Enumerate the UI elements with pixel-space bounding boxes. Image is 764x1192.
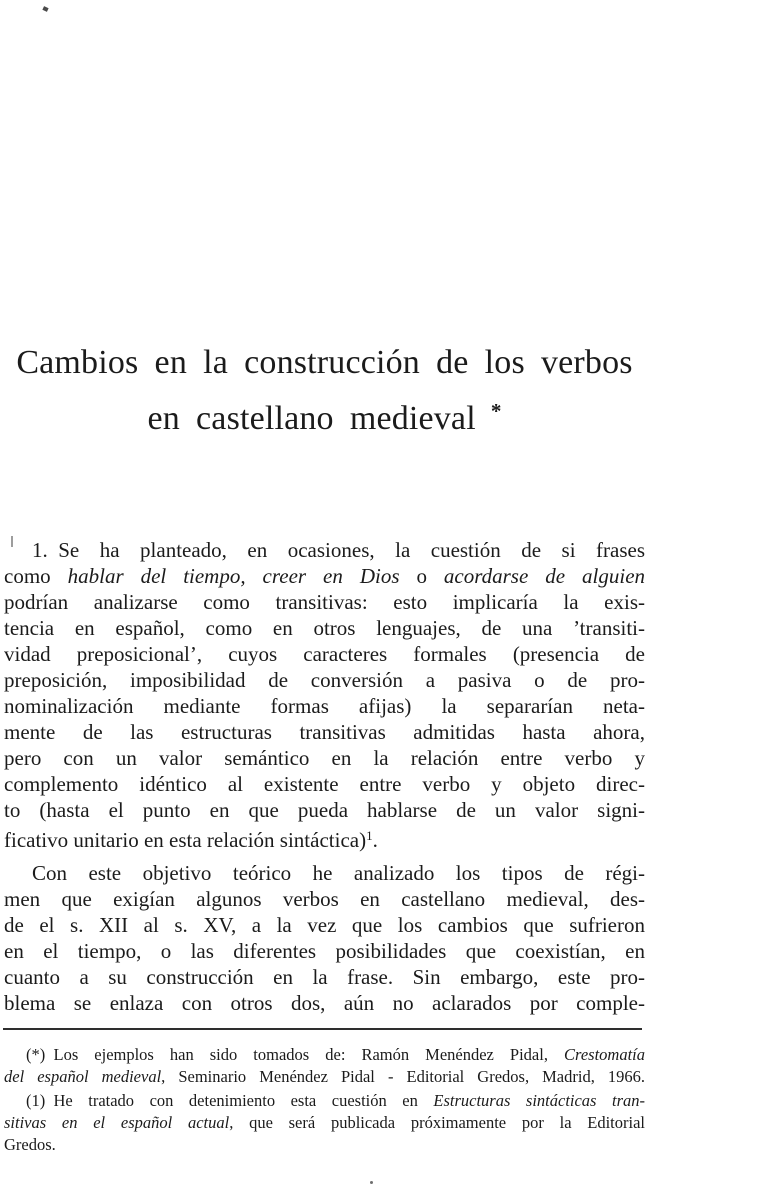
text-segment: blema se enlaza con otros dos, aún no aclarados por comple-: [4, 991, 645, 1015]
text-segment: Gredos.: [4, 1135, 56, 1154]
article-title-line-2-text: en castellano medieval: [147, 400, 476, 437]
text-segment: podrían analizarse como transitivas: esto implicaría la exis-: [4, 590, 645, 614]
text-segment: , que será publicada próximamente por la Editorial: [229, 1113, 645, 1132]
text-line: [4, 641, 645, 667]
article-title-line-2: [4, 387, 645, 443]
text-line: [4, 1134, 645, 1156]
text-line: [4, 745, 645, 771]
body-paragraph-1: [4, 537, 646, 852]
text-segment: Con este objetivo teórico he analizado los tipos de régi-: [32, 861, 645, 885]
text-line: [4, 964, 645, 990]
footnote-asterisk: [4, 1044, 645, 1088]
text-segment: .: [372, 828, 378, 852]
text-segment: cuanto a su construcción en la frase. Sin embargo, este pro-: [4, 965, 645, 989]
text-line: [4, 771, 645, 797]
text-segment: men que exigían algunos verbos en castellano medieval, des-: [4, 887, 645, 911]
text-line: [4, 719, 645, 745]
text-segment: tencia en español, como en otros lenguajes, de una ’transiti-: [4, 616, 645, 640]
text-line: [4, 1090, 645, 1112]
footnote-1: [4, 1090, 645, 1156]
italic-text-segment: Estructuras sintácticas tran-: [433, 1091, 645, 1110]
italic-text-segment: sitivas en el español actual: [4, 1113, 230, 1132]
text-segment: o: [399, 564, 444, 588]
italic-text-segment: Crestomatía: [564, 1045, 645, 1064]
text-segment: (*) Los ejemplos han sido tomados de: Ramón Menéndez Pidal,: [26, 1045, 565, 1064]
text-line: [4, 1112, 645, 1134]
text-segment: como: [4, 564, 68, 588]
text-line: [4, 912, 645, 938]
italic-text-segment: del español medieval: [4, 1067, 162, 1086]
text-segment: ficativo unitario en esta relación sintáctica): [4, 828, 367, 852]
article-title: [4, 338, 645, 443]
text-line: [4, 1044, 645, 1066]
body-paragraph-2: [4, 860, 645, 1016]
scan-speck: [370, 1181, 373, 1184]
text-line: [4, 615, 645, 641]
footnote-reference-superscript: 1: [366, 828, 373, 843]
text-segment: 1. Se ha planteado, en ocasiones, la cuestión de si frases: [32, 538, 645, 562]
text-segment: vidad preposicional’, cuyos caracteres formales (presencia de: [4, 642, 645, 666]
text-line: [4, 797, 645, 823]
text-line: [4, 589, 645, 615]
italic-text-segment: acordarse de alguien: [443, 564, 646, 588]
text-line: [4, 938, 645, 964]
title-footnote-asterisk: *: [490, 399, 502, 423]
footnotes-block: [4, 1044, 645, 1156]
italic-text-segment: hablar del tiempo, creer en Dios: [67, 564, 400, 588]
text-line: [4, 990, 645, 1016]
text-line: [4, 886, 645, 912]
text-line: [4, 667, 645, 693]
text-segment: (1) He tratado con detenimiento esta cuestión en: [26, 1091, 434, 1110]
text-segment: to (hasta el punto en que pueda hablarse de un valor signi-: [4, 798, 645, 822]
text-line: [4, 537, 645, 563]
text-segment: , Seminario Menéndez Pidal - Editorial Gredos, Madrid, 1966.: [161, 1067, 645, 1086]
text-line: [4, 693, 645, 719]
text-segment: mente de las estructuras transitivas admitidas hasta ahora,: [4, 720, 645, 744]
text-line: [4, 823, 645, 852]
text-segment: nominalización mediante formas afijas) la separarían neta-: [4, 694, 645, 718]
footnote-separator-rule: [3, 1028, 642, 1030]
scan-speck: [42, 6, 48, 12]
text-segment: complemento idéntico al existente entre verbo y objeto direc-: [4, 772, 645, 796]
text-segment: preposición, imposibilidad de conversión a pasiva o de pro-: [4, 668, 645, 692]
text-line: [4, 860, 645, 886]
article-title-line-1: Cambios en la construcción de los verbos: [16, 344, 633, 381]
text-segment: en el tiempo, o las diferentes posibilidades que coexistían, en: [4, 939, 645, 963]
text-segment: de el s. XII al s. XV, a la vez que los cambios que sufrieron: [4, 913, 645, 937]
text-line: [4, 1066, 645, 1088]
text-segment: pero con un valor semántico en la relación entre verbo y: [4, 746, 645, 770]
text-line: [4, 563, 645, 589]
